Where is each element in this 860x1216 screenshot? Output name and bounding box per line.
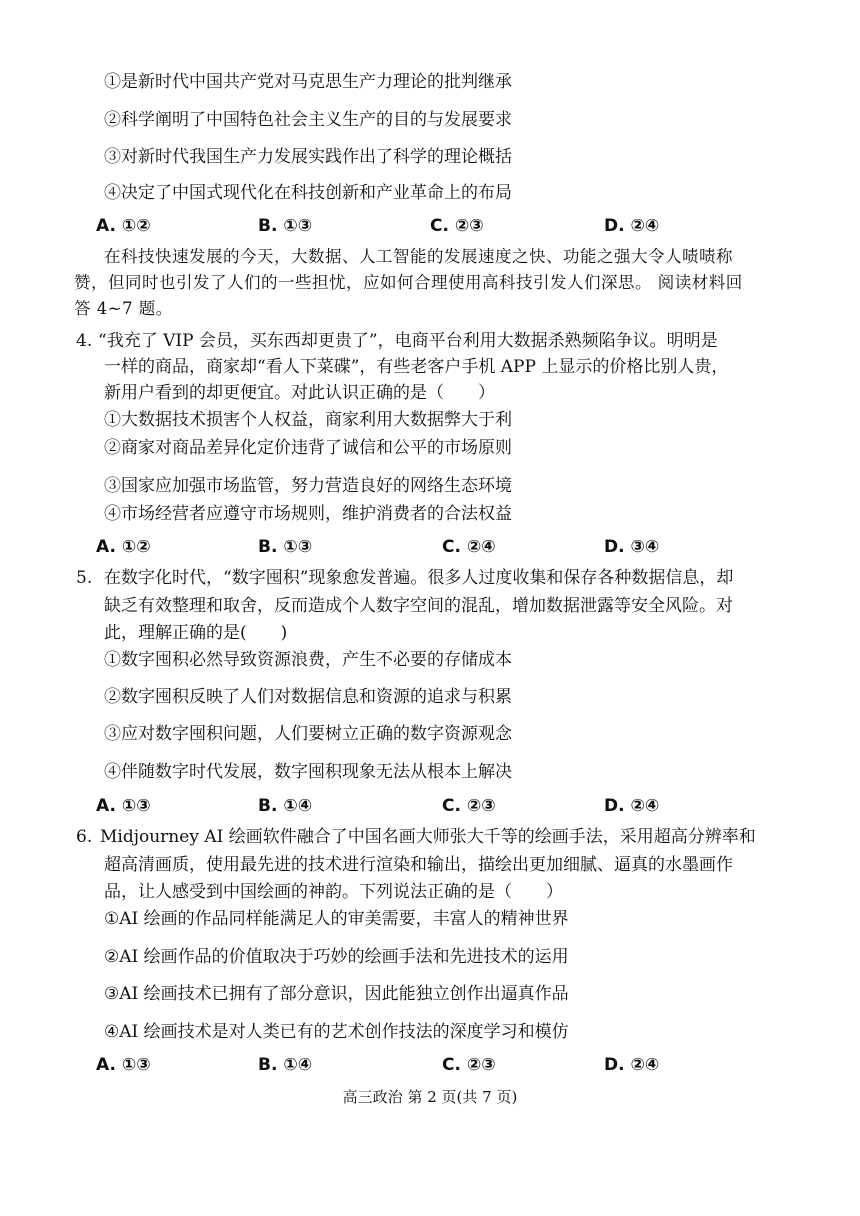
choice-b: B. ①③ <box>258 216 313 236</box>
page-footer: 高三政治 第 2 页(共 7 页) <box>342 1088 518 1106</box>
choice-a: A. ①② <box>96 537 151 557</box>
q4-stem-3: 新用户看到的却更便宜。对此认识正确的是（ ） <box>104 383 495 403</box>
q3-option-3: ③对新时代我国生产力发展实践作出了科学的理论概括 <box>104 147 512 167</box>
q4-number: 4. <box>76 331 93 351</box>
q3-option-2: ②科学阐明了中国特色社会主义生产的目的与发展要求 <box>104 110 512 130</box>
q5-stem-3: 此，理解正确的是( ) <box>104 623 288 643</box>
choice-c: C. ②④ <box>442 537 496 557</box>
q6-stem-1: Midjourney AI 绘画软件融合了中国名画大师张大千等的绘画手法，采用超高分辨率和 <box>100 827 756 847</box>
choice-c: C. ②③ <box>442 1055 496 1075</box>
q4-option-1: ①大数据技术损害个人权益，商家利用大数据弊大于利 <box>104 410 512 430</box>
q6-choices <box>96 1055 816 1079</box>
q6-option-3: ③AI 绘画技术已拥有了部分意识，因此能独立创作出逼真作品 <box>104 984 569 1004</box>
choice-d: D. ②④ <box>604 1055 660 1075</box>
choice-a: A. ①③ <box>96 1055 151 1075</box>
choice-c: C. ②③ <box>430 216 484 236</box>
q5-option-2: ②数字囤积反映了人们对数据信息和资源的追求与积累 <box>104 687 512 707</box>
q4-option-4: ④市场经营者应遵守市场规则，维护消费者的合法权益 <box>104 504 512 524</box>
q5-choices <box>96 796 816 820</box>
q5-number: 5. <box>76 568 93 588</box>
q5-stem-2: 缺乏有效整理和取舍，反而造成个人数字空间的混乱，增加数据泄露等安全风险。对 <box>104 596 733 616</box>
q5-stem-1: 在数字化时代，“数字囤积”现象愈发普遍。很多人过度收集和保存各种数据信息，却 <box>104 568 734 588</box>
q4-choices <box>96 537 816 561</box>
q4-option-3: ③国家应加强市场监管，努力营造良好的网络生态环境 <box>104 476 512 496</box>
intro-line-3: 答 4~7 题。 <box>74 299 173 318</box>
choice-b: B. ①④ <box>258 796 313 816</box>
choice-d: D. ②④ <box>604 796 660 816</box>
q3-option-4: ④决定了中国式现代化在科技创新和产业革命上的布局 <box>104 183 512 203</box>
choice-c: C. ②③ <box>442 796 496 816</box>
q6-option-1: ①AI 绘画的作品同样能满足人的审美需要，丰富人的精神世界 <box>104 909 569 929</box>
intro-line-1: 在科技快速发展的今天，大数据、人工智能的发展速度之快、功能之强大令人啧啧称 <box>104 247 733 266</box>
q3-option-1: ①是新时代中国共产党对马克思生产力理论的批判继承 <box>104 72 512 92</box>
q5-option-1: ①数字囤积必然导致资源浪费，产生不必要的存储成本 <box>104 650 512 670</box>
q6-stem-3: 品，让人感受到中国绘画的神韵。下列说法正确的是（ ） <box>104 882 563 902</box>
q6-option-4: ④AI 绘画技术是对人类已有的艺术创作技法的深度学习和模仿 <box>104 1022 569 1042</box>
choice-a: A. ①② <box>96 216 151 236</box>
intro-line-2: 赞，但同时也引发了人们的一些担忧，应如何合理使用高科技引发人们深思。 阅读材料回 <box>74 273 743 292</box>
choice-a: A. ①③ <box>96 796 151 816</box>
choice-d: D. ③④ <box>604 537 660 557</box>
q4-stem-1: “我充了 VIP 会员，买东西却更贵了”，电商平台利用大数据杀熟频陷争议。明明是 <box>98 331 718 351</box>
choice-b: B. ①③ <box>258 537 313 557</box>
q6-number: 6. <box>76 827 93 847</box>
q6-stem-2: 超高清画质，使用最先进的技术进行渲染和输出，描绘出更加细腻、逼真的水墨画作 <box>104 855 733 875</box>
q4-stem-2: 一样的商品，商家却“看人下菜碟”，有些老客户手机 APP 上显示的价格比别人贵， <box>104 357 729 377</box>
q4-option-2: ②商家对商品差异化定价违背了诚信和公平的市场原则 <box>104 438 512 458</box>
q5-option-4: ④伴随数字时代发展，数字囤积现象无法从根本上解决 <box>104 762 512 782</box>
choice-d: D. ②④ <box>604 216 660 236</box>
q6-option-2: ②AI 绘画作品的价值取决于巧妙的绘画手法和先进技术的运用 <box>104 947 569 967</box>
choice-b: B. ①④ <box>258 1055 313 1075</box>
q3-choices <box>96 216 816 240</box>
q5-option-3: ③应对数字囤积问题，人们要树立正确的数字资源观念 <box>104 724 512 744</box>
